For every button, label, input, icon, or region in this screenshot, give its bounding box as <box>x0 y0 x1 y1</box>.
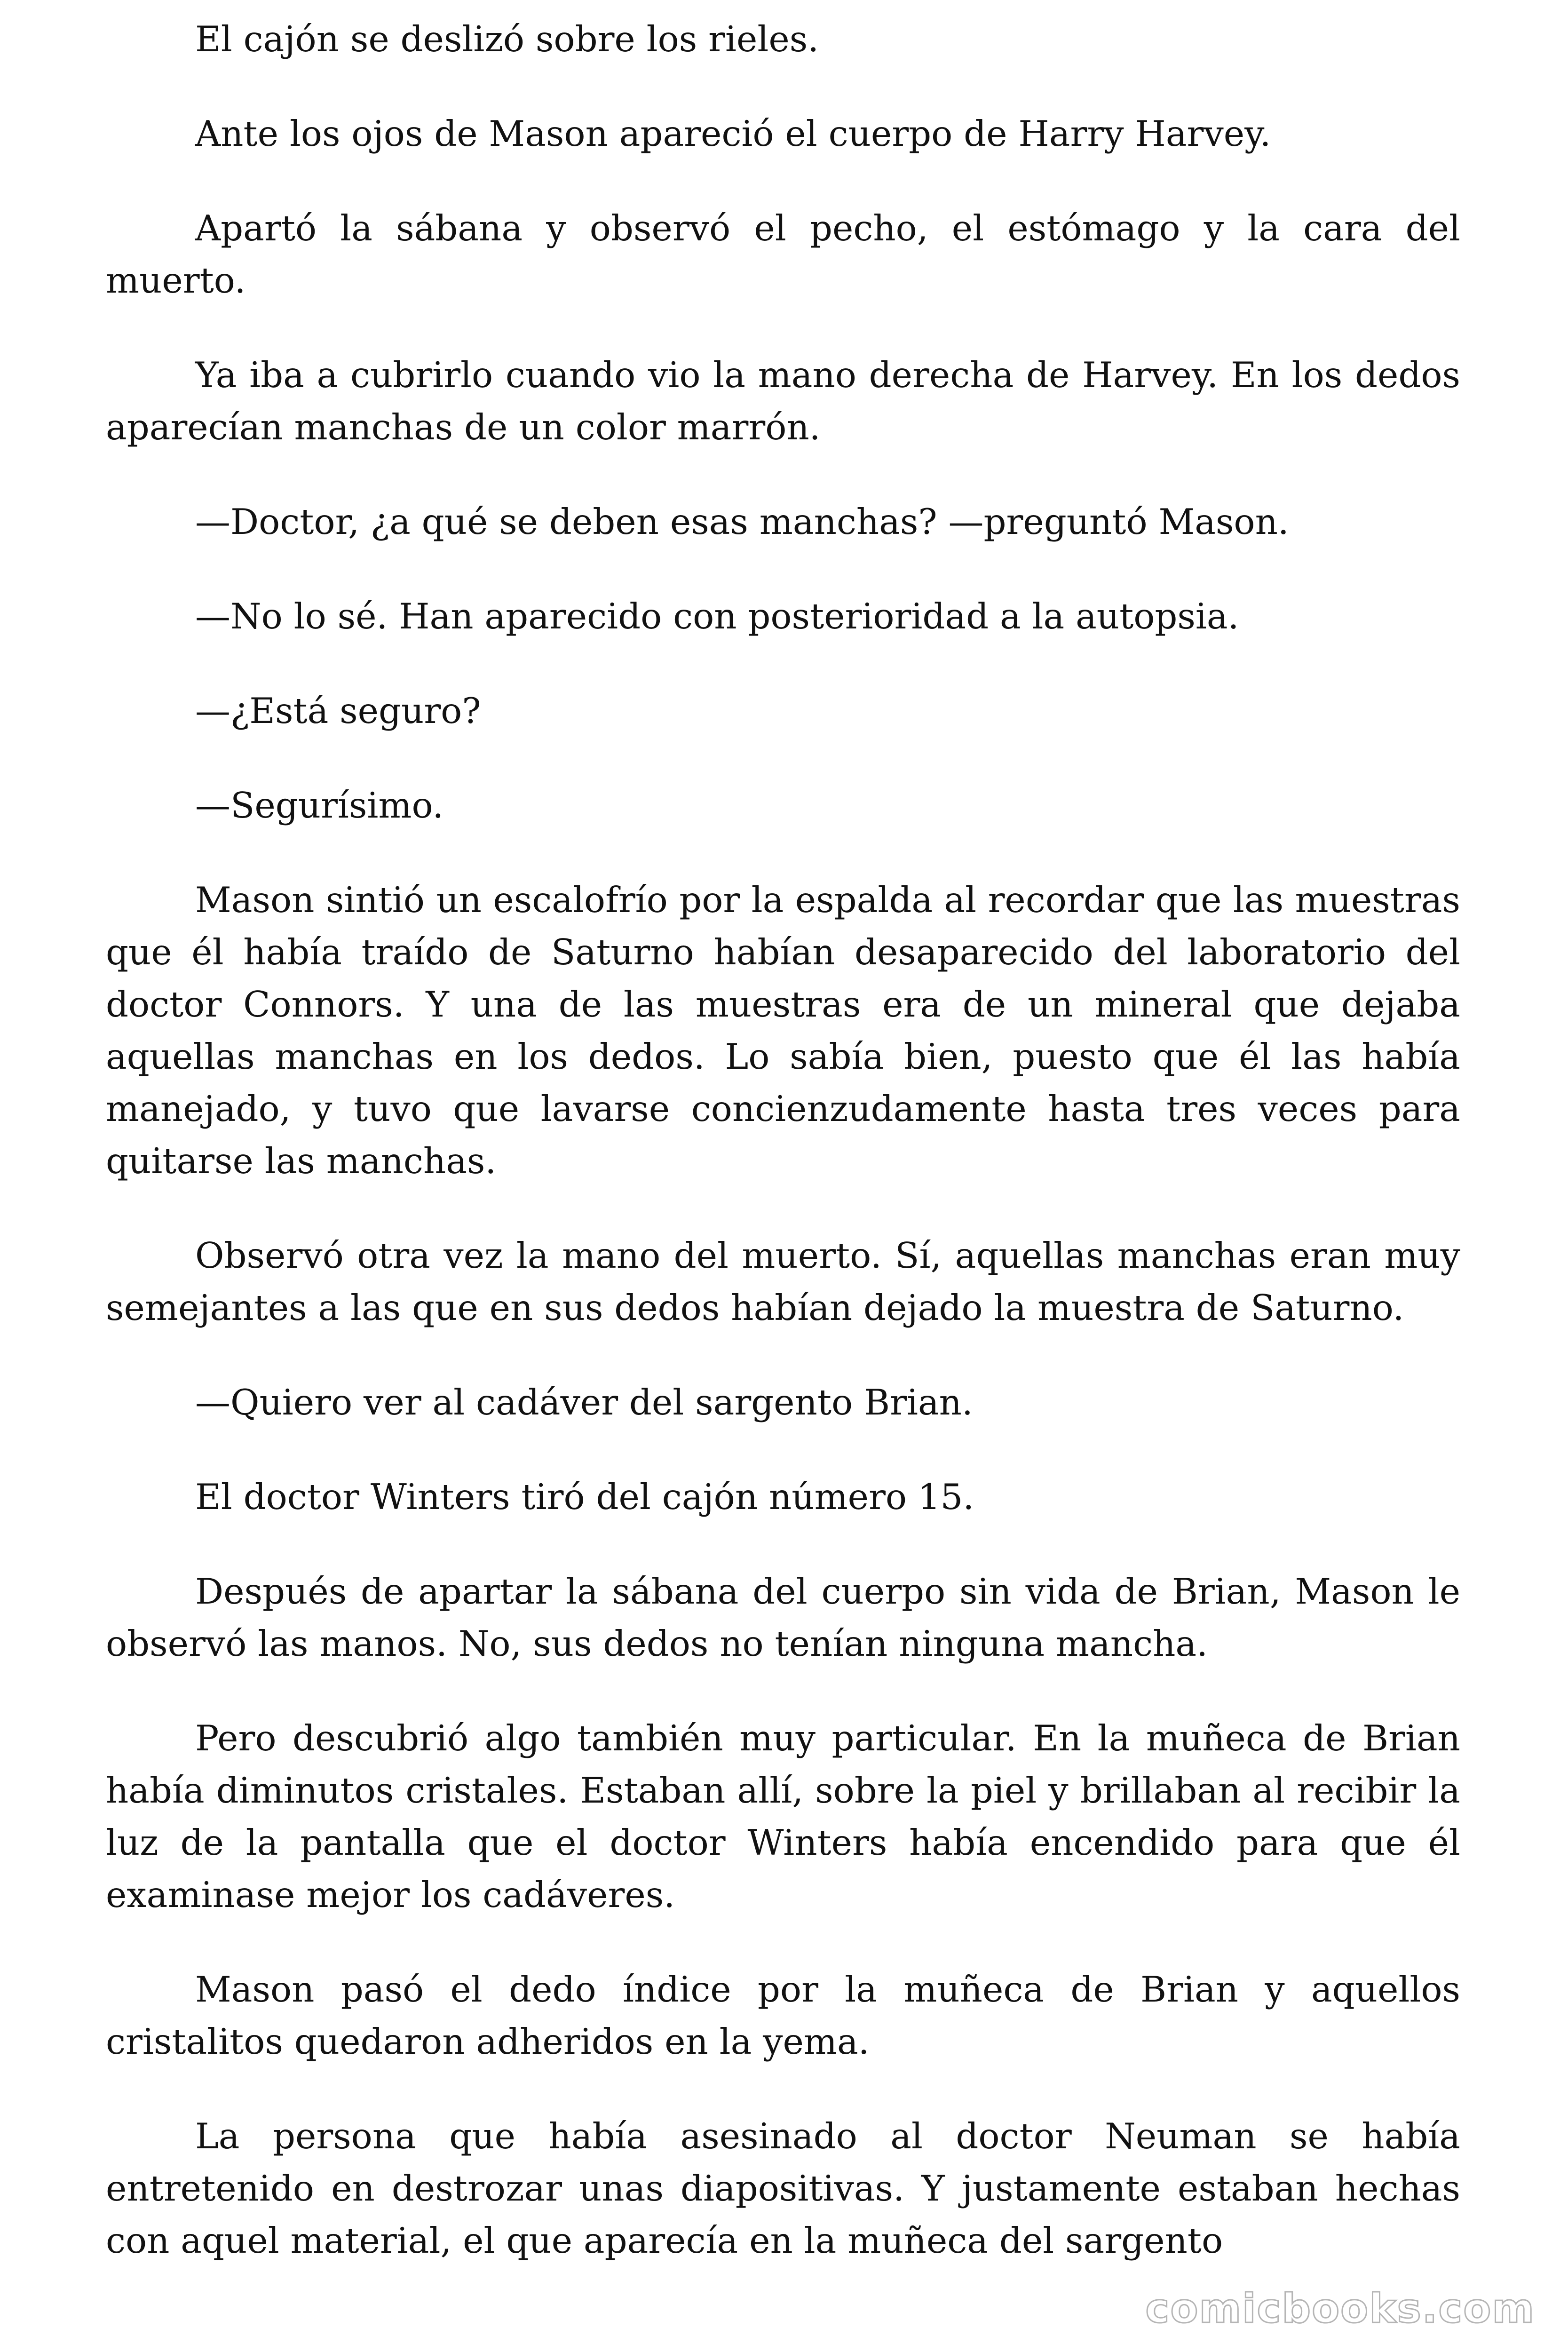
paragraph: Ante los ojos de Mason apareció el cuerpo de Harry Harvey. <box>195 113 1271 154</box>
paragraph: Mason sintió un escalofrío por la espalda al recordar que las muestras que él había traído de Saturno habían desaparecido del laboratorio del doctor Connors. Y una de las muestras era de un mineral que dejaba aquellas manchas en los dedos. Lo sabía bien, puesto que él las había manejado, y tuvo que lavarse concienzudamente hasta tres veces para quitarse las manchas. <box>106 879 1460 1182</box>
book-page <box>106 13 1460 2267</box>
paragraph: La persona que había asesinado al doctor Neuman se había entretenido en destrozar unas diapositivas. Y justamente estaban hechas con aquel material, el que aparecía en la muñeca del sargento <box>106 2115 1460 2261</box>
dialogue-line: —Doctor, ¿a qué se deben esas manchas? —preguntó Mason. <box>195 501 1289 542</box>
paragraph: Pero descubrió algo también muy particular. En la muñeca de Brian había diminutos cristales. Estaban allí, sobre la piel y brillaban al recibir la luz de la pantalla que el doctor Winters había encendido para que él examinase mejor los cadáveres. <box>106 1717 1460 1915</box>
dialogue-line: —¿Está seguro? <box>195 690 481 731</box>
paragraph: El doctor Winters tiró del cajón número 15. <box>195 1476 974 1518</box>
paragraph: Mason pasó el dedo índice por la muñeca de Brian y aquellos cristalitos quedaron adheridos en la yema. <box>106 1969 1460 2062</box>
dialogue-line: —Segurísimo. <box>195 785 444 826</box>
paragraph: Apartó la sábana y observó el pecho, el estómago y la cara del muerto. <box>106 207 1460 301</box>
watermark-logo: comicbooks.com <box>1145 2285 1535 2332</box>
paragraph: El cajón se deslizó sobre los rieles. <box>195 18 819 60</box>
paragraph: Ya iba a cubrirlo cuando vio la mano derecha de Harvey. En los dedos aparecían manchas de un color marrón. <box>106 354 1460 448</box>
dialogue-line: —No lo sé. Han aparecido con posterioridad a la autopsia. <box>195 596 1239 637</box>
paragraph: Observó otra vez la mano del muerto. Sí, aquellas manchas eran muy semejantes a las que en sus dedos habían dejado la muestra de Saturno. <box>106 1235 1460 1328</box>
dialogue-line: —Quiero ver al cadáver del sargento Brian. <box>195 1382 973 1423</box>
paragraph: Después de apartar la sábana del cuerpo sin vida de Brian, Mason le observó las manos. No, sus dedos no tenían ninguna mancha. <box>106 1571 1460 1664</box>
